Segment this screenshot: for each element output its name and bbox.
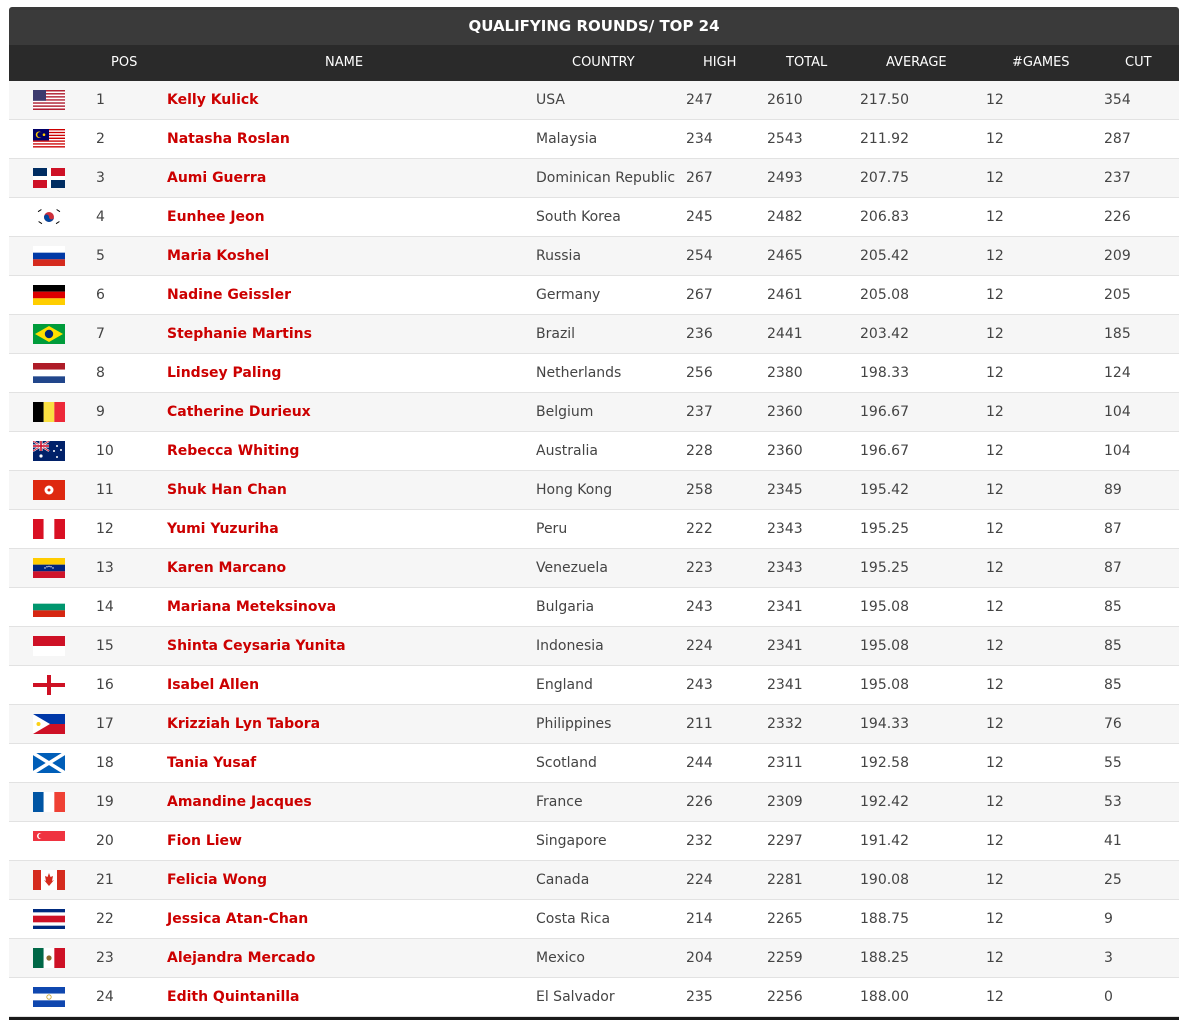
row-high: 211: [686, 716, 713, 732]
row-total: 2343: [767, 560, 803, 576]
row-games: 12: [986, 638, 1004, 654]
row-games: 12: [986, 287, 1004, 303]
row-games: 12: [986, 482, 1004, 498]
row-high: 243: [686, 599, 713, 615]
row-cut: 104: [1104, 443, 1131, 459]
row-average: 191.42: [860, 833, 909, 849]
row-games: 12: [986, 209, 1004, 225]
player-name-link[interactable]: Fion Liew: [167, 833, 242, 849]
table-header: [9, 45, 1179, 81]
row-pos: 3: [96, 170, 105, 186]
row-total: 2360: [767, 404, 803, 420]
row-average: 192.42: [860, 794, 909, 810]
table-row: [9, 822, 1179, 861]
table-row: [9, 198, 1179, 237]
row-country: Venezuela: [536, 560, 608, 576]
russia-flag-icon: [33, 246, 65, 266]
row-total: 2332: [767, 716, 803, 732]
player-name-link[interactable]: Rebecca Whiting: [167, 443, 300, 459]
row-high: 236: [686, 326, 713, 342]
row-average: 194.33: [860, 716, 909, 732]
row-average: 217.50: [860, 92, 909, 108]
row-total: 2345: [767, 482, 803, 498]
row-games: 12: [986, 443, 1004, 459]
row-total: 2461: [767, 287, 803, 303]
row-total: 2380: [767, 365, 803, 381]
row-pos: 7: [96, 326, 105, 342]
germany-flag-icon: [33, 285, 65, 305]
table-row: [9, 666, 1179, 705]
row-country: Costa Rica: [536, 911, 611, 927]
row-total: 2297: [767, 833, 803, 849]
standings-table: [9, 7, 1179, 1017]
row-pos: 8: [96, 365, 105, 381]
row-cut: 226: [1104, 209, 1131, 225]
table-row: [9, 705, 1179, 744]
hong-kong-flag-icon: [33, 480, 65, 500]
row-high: 254: [686, 248, 713, 264]
row-average: 207.75: [860, 170, 909, 186]
bulgaria-flag-icon: [33, 597, 65, 617]
row-average: 195.25: [860, 560, 909, 576]
row-country: Bulgaria: [536, 599, 595, 615]
row-high: 243: [686, 677, 713, 693]
row-total: 2256: [767, 989, 803, 1005]
row-pos: 9: [96, 404, 105, 420]
table-body: [9, 81, 1179, 1017]
row-total: 2465: [767, 248, 803, 264]
canada-flag-icon: [33, 870, 65, 890]
row-pos: 24: [96, 989, 114, 1005]
row-cut: 55: [1104, 755, 1122, 771]
row-total: 2610: [767, 92, 803, 108]
row-pos: 6: [96, 287, 105, 303]
row-country: Canada: [536, 872, 590, 888]
row-country: El Salvador: [536, 989, 615, 1005]
row-pos: 11: [96, 482, 114, 498]
player-name-link[interactable]: Tania Yusaf: [167, 755, 257, 771]
row-country: Philippines: [536, 716, 612, 732]
row-pos: 14: [96, 599, 114, 615]
row-total: 2482: [767, 209, 803, 225]
row-cut: 76: [1104, 716, 1122, 732]
player-name-link[interactable]: Shinta Ceysaria Yunita: [167, 638, 346, 654]
row-average: 188.75: [860, 911, 909, 927]
dominican-republic-flag-icon: [33, 168, 65, 188]
row-pos: 21: [96, 872, 114, 888]
row-cut: 87: [1104, 521, 1122, 537]
row-pos: 10: [96, 443, 114, 459]
row-games: 12: [986, 677, 1004, 693]
south-korea-flag-icon: [33, 207, 65, 227]
table-row: [9, 900, 1179, 939]
row-pos: 5: [96, 248, 105, 264]
row-average: 196.67: [860, 404, 909, 420]
row-high: 226: [686, 794, 713, 810]
header-average: AVERAGE: [886, 55, 947, 70]
row-total: 2341: [767, 677, 803, 693]
row-pos: 1: [96, 92, 105, 108]
row-high: 232: [686, 833, 713, 849]
player-name-link[interactable]: Eunhee Jeon: [167, 209, 265, 225]
row-cut: 354: [1104, 92, 1131, 108]
row-cut: 85: [1104, 599, 1122, 615]
player-name-link[interactable]: Yumi Yuzuriha: [167, 521, 279, 537]
row-high: 234: [686, 131, 713, 147]
header-total: TOTAL: [786, 55, 828, 70]
table-row: [9, 159, 1179, 198]
row-cut: 9: [1104, 911, 1113, 927]
row-high: 237: [686, 404, 713, 420]
row-country: Brazil: [536, 326, 576, 342]
table-row: [9, 237, 1179, 276]
table-row: [9, 315, 1179, 354]
row-total: 2265: [767, 911, 803, 927]
player-name-link[interactable]: Felicia Wong: [167, 872, 268, 888]
row-country: France: [536, 794, 583, 810]
row-average: 188.25: [860, 950, 909, 966]
row-country: Scotland: [536, 755, 597, 771]
table-row: [9, 627, 1179, 666]
row-cut: 104: [1104, 404, 1131, 420]
table-row: [9, 120, 1179, 159]
row-country: Belgium: [536, 404, 594, 420]
brazil-flag-icon: [33, 324, 65, 344]
player-name-link[interactable]: Isabel Allen: [167, 677, 260, 693]
row-high: 223: [686, 560, 713, 576]
row-country: Indonesia: [536, 638, 604, 654]
row-high: 245: [686, 209, 713, 225]
row-total: 2343: [767, 521, 803, 537]
row-pos: 12: [96, 521, 114, 537]
row-country: Germany: [536, 287, 601, 303]
player-name-link[interactable]: Alejandra Mercado: [167, 950, 316, 966]
row-total: 2259: [767, 950, 803, 966]
player-name-link[interactable]: Stephanie Martins: [167, 326, 312, 342]
row-cut: 185: [1104, 326, 1131, 342]
usa-flag-icon: [33, 90, 65, 110]
row-average: 195.08: [860, 599, 909, 615]
row-pos: 23: [96, 950, 114, 966]
row-country: Malaysia: [536, 131, 598, 147]
row-country: USA: [536, 92, 565, 108]
row-games: 12: [986, 833, 1004, 849]
row-country: Peru: [536, 521, 568, 537]
row-high: 228: [686, 443, 713, 459]
row-cut: 237: [1104, 170, 1131, 186]
row-country: Dominican Republic: [536, 170, 676, 186]
row-pos: 16: [96, 677, 114, 693]
table-row: [9, 471, 1179, 510]
header-name: NAME: [325, 55, 364, 70]
row-average: 205.08: [860, 287, 909, 303]
row-pos: 13: [96, 560, 114, 576]
table-row: [9, 588, 1179, 627]
indonesia-flag-icon: [33, 636, 65, 656]
player-name-link[interactable]: Amandine Jacques: [167, 794, 312, 810]
row-average: 195.08: [860, 638, 909, 654]
row-cut: 53: [1104, 794, 1122, 810]
singapore-flag-icon: [33, 831, 65, 851]
row-average: 196.67: [860, 443, 909, 459]
row-pos: 17: [96, 716, 114, 732]
header-games: #GAMES: [1012, 55, 1070, 70]
row-pos: 4: [96, 209, 105, 225]
row-total: 2493: [767, 170, 803, 186]
row-games: 12: [986, 131, 1004, 147]
philippines-flag-icon: [33, 714, 65, 734]
row-average: 195.25: [860, 521, 909, 537]
row-cut: 3: [1104, 950, 1113, 966]
row-games: 12: [986, 92, 1004, 108]
player-name-link[interactable]: Edith Quintanilla: [167, 989, 300, 1005]
header-pos: POS: [111, 55, 138, 70]
row-cut: 205: [1104, 287, 1131, 303]
row-total: 2309: [767, 794, 803, 810]
row-cut: 87: [1104, 560, 1122, 576]
row-games: 12: [986, 599, 1004, 615]
australia-flag-icon: [33, 441, 65, 461]
row-cut: 25: [1104, 872, 1122, 888]
row-high: 267: [686, 287, 713, 303]
el-salvador-flag-icon: [33, 987, 65, 1007]
table-title: QUALIFYING ROUNDS/ TOP 24: [9, 7, 1179, 45]
row-games: 12: [986, 248, 1004, 264]
row-games: 12: [986, 794, 1004, 810]
venezuela-flag-icon: [33, 558, 65, 578]
row-games: 12: [986, 911, 1004, 927]
row-country: Singapore: [536, 833, 607, 849]
table-row: [9, 276, 1179, 315]
row-games: 12: [986, 365, 1004, 381]
row-high: 244: [686, 755, 713, 771]
row-total: 2441: [767, 326, 803, 342]
costa-rica-flag-icon: [33, 909, 65, 929]
row-country: England: [536, 677, 593, 693]
player-name-link[interactable]: Shuk Han Chan: [167, 482, 287, 498]
row-average: 206.83: [860, 209, 909, 225]
row-average: 203.42: [860, 326, 909, 342]
row-pos: 15: [96, 638, 114, 654]
player-name-link[interactable]: Aumi Guerra: [167, 170, 267, 186]
table-bottom-border: [9, 1017, 1179, 1020]
row-high: 235: [686, 989, 713, 1005]
row-pos: 19: [96, 794, 114, 810]
row-average: 188.00: [860, 989, 909, 1005]
table-row: [9, 549, 1179, 588]
row-games: 12: [986, 326, 1004, 342]
row-cut: 0: [1104, 989, 1113, 1005]
row-high: 204: [686, 950, 713, 966]
netherlands-flag-icon: [33, 363, 65, 383]
row-high: 267: [686, 170, 713, 186]
row-total: 2281: [767, 872, 803, 888]
row-country: South Korea: [536, 209, 621, 225]
table-row: [9, 510, 1179, 549]
player-name-link[interactable]: Kelly Kulick: [167, 92, 259, 108]
table-row: [9, 861, 1179, 900]
row-country: Russia: [536, 248, 582, 264]
row-high: 247: [686, 92, 713, 108]
table-row: [9, 432, 1179, 471]
scotland-flag-icon: [33, 753, 65, 773]
row-high: 222: [686, 521, 713, 537]
row-cut: 85: [1104, 638, 1122, 654]
belgium-flag-icon: [33, 402, 65, 422]
row-games: 12: [986, 716, 1004, 732]
mexico-flag-icon: [33, 948, 65, 968]
row-games: 12: [986, 989, 1004, 1005]
row-games: 12: [986, 404, 1004, 420]
row-average: 205.42: [860, 248, 909, 264]
row-high: 214: [686, 911, 713, 927]
france-flag-icon: [33, 792, 65, 812]
row-total: 2360: [767, 443, 803, 459]
row-games: 12: [986, 872, 1004, 888]
player-name-link[interactable]: Mariana Meteksinova: [167, 599, 337, 615]
row-average: 211.92: [860, 131, 909, 147]
row-cut: 287: [1104, 131, 1131, 147]
table-row: [9, 81, 1179, 120]
row-average: 195.42: [860, 482, 909, 498]
peru-flag-icon: [33, 519, 65, 539]
player-name-link[interactable]: Natasha Roslan: [167, 131, 290, 147]
england-flag-icon: [33, 675, 65, 695]
row-pos: 2: [96, 131, 105, 147]
player-name-link[interactable]: Karen Marcano: [167, 560, 287, 576]
row-pos: 20: [96, 833, 114, 849]
row-total: 2311: [767, 755, 803, 771]
player-name-link[interactable]: Maria Koshel: [167, 248, 270, 264]
row-total: 2341: [767, 638, 803, 654]
row-high: 224: [686, 872, 713, 888]
row-cut: 89: [1104, 482, 1122, 498]
row-games: 12: [986, 950, 1004, 966]
row-average: 195.08: [860, 677, 909, 693]
table-row: [9, 744, 1179, 783]
row-pos: 22: [96, 911, 114, 927]
row-cut: 209: [1104, 248, 1131, 264]
player-name-link[interactable]: Catherine Durieux: [167, 404, 311, 420]
row-cut: 124: [1104, 365, 1131, 381]
table-row: [9, 783, 1179, 822]
row-country: Australia: [536, 443, 598, 459]
row-games: 12: [986, 755, 1004, 771]
row-cut: 41: [1104, 833, 1122, 849]
header-high: HIGH: [703, 55, 737, 70]
row-country: Hong Kong: [536, 482, 613, 498]
player-name-link[interactable]: Jessica Atan-Chan: [167, 911, 309, 927]
row-high: 256: [686, 365, 713, 381]
header-country: COUNTRY: [572, 55, 635, 70]
table-row: [9, 939, 1179, 978]
row-games: 12: [986, 521, 1004, 537]
malaysia-flag-icon: [33, 129, 65, 149]
row-cut: 85: [1104, 677, 1122, 693]
player-name-link[interactable]: Krizziah Lyn Tabora: [167, 716, 321, 732]
row-high: 258: [686, 482, 713, 498]
table-row: [9, 354, 1179, 393]
row-average: 192.58: [860, 755, 909, 771]
row-average: 190.08: [860, 872, 909, 888]
row-high: 224: [686, 638, 713, 654]
row-average: 198.33: [860, 365, 909, 381]
row-pos: 18: [96, 755, 114, 771]
row-country: Netherlands: [536, 365, 622, 381]
table-row: [9, 978, 1179, 1017]
row-total: 2341: [767, 599, 803, 615]
header-cut: CUT: [1125, 55, 1152, 70]
player-name-link[interactable]: Lindsey Paling: [167, 365, 282, 381]
table-row: [9, 393, 1179, 432]
row-country: Mexico: [536, 950, 585, 966]
row-games: 12: [986, 560, 1004, 576]
player-name-link[interactable]: Nadine Geissler: [167, 287, 291, 303]
row-total: 2543: [767, 131, 803, 147]
row-games: 12: [986, 170, 1004, 186]
